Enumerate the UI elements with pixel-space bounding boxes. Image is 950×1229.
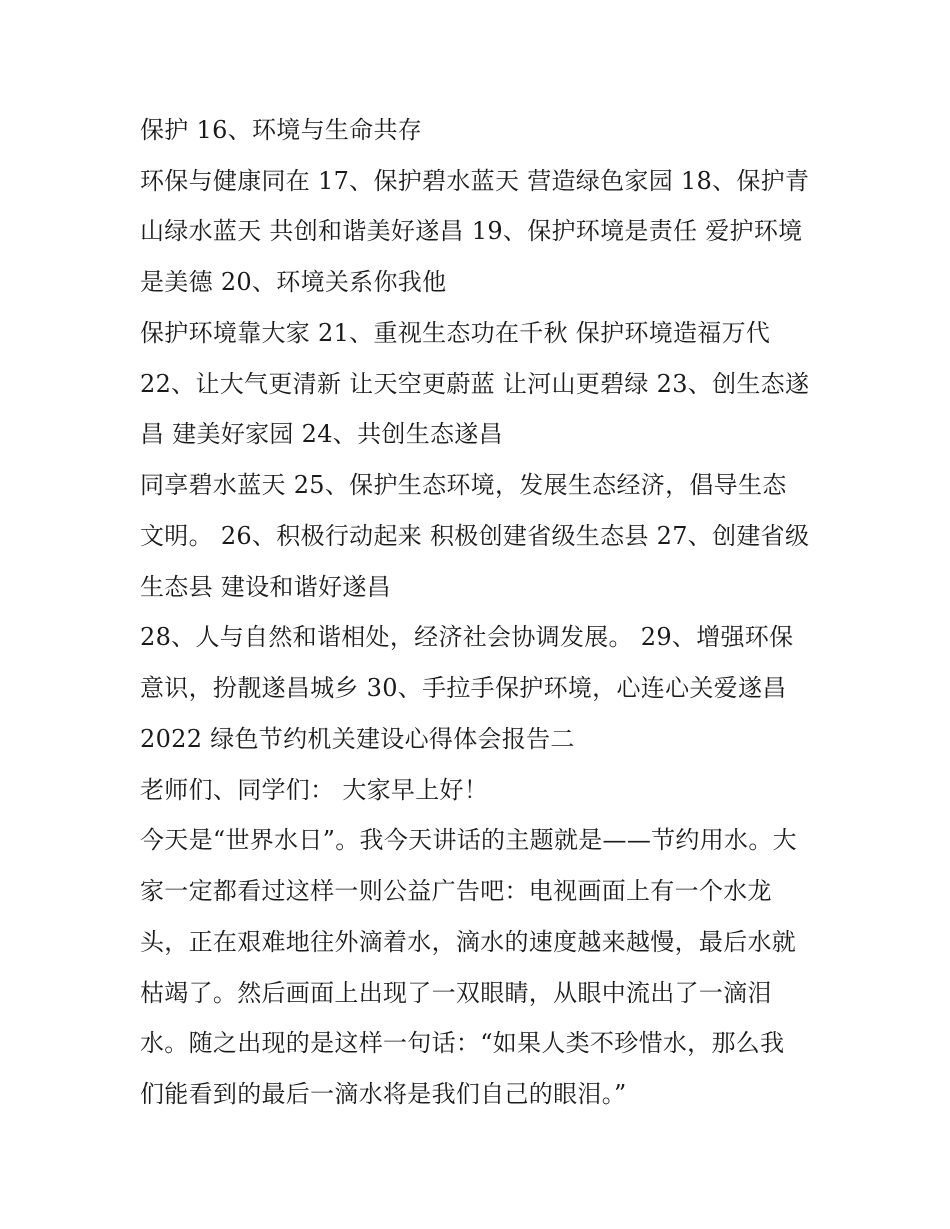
text-line: 山绿水蓝天 共创和谐美好遂昌 19、保护环境是责任 爱护环境	[140, 217, 803, 245]
text-line: 28、人与自然和谐相处，经济社会协调发展。 29、增强环保	[140, 623, 794, 651]
text-line: 水。随之出现的是这样一句话：“如果人类不珍惜水，那么我	[140, 1029, 785, 1057]
text-line: 头，正在艰难地往外滴着水，滴水的速度越来越慢，最后水就	[140, 928, 797, 956]
text-line: 们能看到的最后一滴水将是我们自己的眼泪。”	[140, 1080, 627, 1108]
text-line: 环保与健康同在 17、保护碧水蓝天 营造绿色家园 18、保护青	[140, 167, 810, 195]
text-line: 是美德 20、环境关系你我他	[140, 268, 447, 296]
text-line: 老师们、同学们： 大家早上好！	[140, 776, 489, 804]
text-line: 枯竭了。然后画面上出现了一双眼睛，从眼中流出了一滴泪	[140, 979, 772, 1007]
text-line: 同享碧水蓝天 25、保护生态环境，发展生态经济，倡导生态	[140, 471, 787, 499]
text-line: 意识，扮靓遂昌城乡 30、手拉手保护环境，心连心关爱遂昌	[140, 674, 787, 702]
text-line: 保护环境靠大家 21、重视生态功在千秋 保护环境造福万代	[140, 319, 771, 347]
text-line: 家一定都看过这样一则公益广告吧：电视画面上有一个水龙	[140, 877, 772, 905]
text-line: 22、让大气更清新 让天空更蔚蓝 让河山更碧绿 23、创生态遂	[140, 370, 810, 398]
text-line: 今天是“世界水日”。我今天讲话的主题就是——节约用水。大	[140, 826, 797, 854]
text-line: 文明。 26、积极行动起来 积极创建省级生态县 27、创建省级	[140, 522, 810, 550]
text-line: 生态县 建设和谐好遂昌	[140, 573, 391, 601]
text-line: 2022 绿色节约机关建设心得体会报告二	[140, 725, 575, 753]
text-line: 昌 建美好家园 24、共创生态遂昌	[140, 420, 503, 448]
text-line: 保护 16、环境与生命共存	[140, 116, 423, 144]
